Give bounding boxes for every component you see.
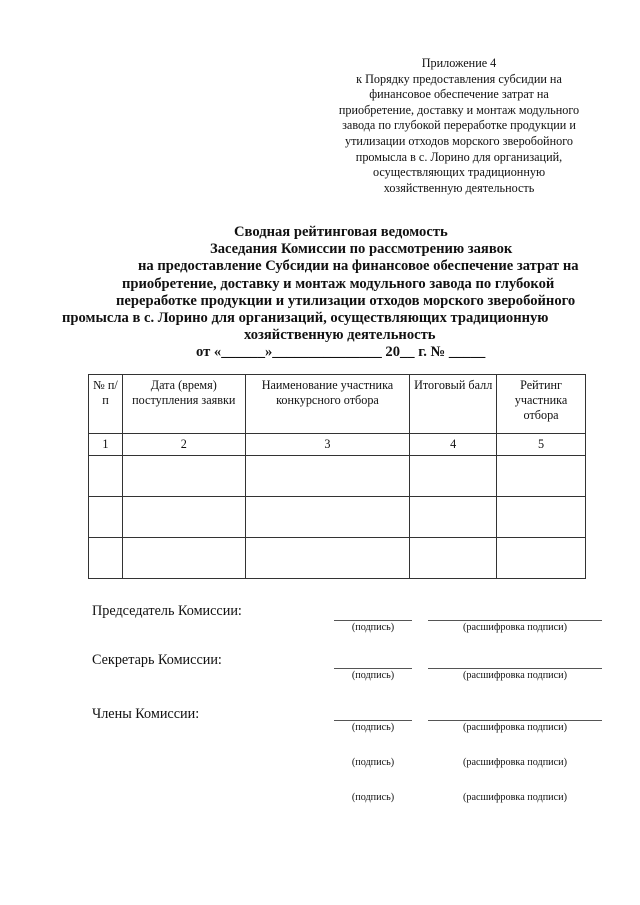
appendix-line: утилизации отходов морского зверобойного: [345, 133, 573, 148]
column-number: 5: [497, 434, 586, 456]
appendix-line: финансовое обеспечение затрат на: [369, 87, 549, 102]
table-cell: [497, 497, 586, 538]
appendix-line: к Порядку предоставления субсидии на: [356, 71, 562, 86]
table-cell: [122, 538, 245, 579]
secretary-signature-line: [334, 668, 412, 669]
table-row: [89, 456, 586, 497]
table-cell: [410, 497, 497, 538]
table-cell: [410, 456, 497, 497]
chairman-signature-caption: (подпись): [351, 622, 395, 633]
table-header-row: [89, 375, 586, 434]
table-cell: [122, 456, 245, 497]
table-cell: [245, 456, 410, 497]
header-rating: Рейтинг участника отбора: [497, 375, 586, 434]
secretary-decode-line: [428, 668, 602, 669]
table-cell: [245, 538, 410, 579]
rating-table: [88, 374, 586, 579]
title-line: Сводная рейтинговая ведомость: [234, 224, 448, 240]
header-date: Дата (время) поступления заявки: [122, 375, 245, 434]
table-row: [89, 538, 586, 579]
appendix-line: хозяйственную деятельность: [383, 180, 535, 195]
chairman-decode-caption: (расшифровка подписи): [463, 622, 567, 633]
appendix-line: осуществляющих традиционную: [372, 165, 546, 180]
header-participant: Наименование участника конкурсного отбора: [245, 375, 410, 434]
table-cell: [89, 538, 123, 579]
secretary-decode-caption: (расшифровка подписи): [463, 670, 567, 681]
member-decode-line: [428, 720, 602, 721]
document-title: [60, 224, 620, 362]
member-signature-caption: (подпись): [351, 722, 395, 733]
document-date-number: от «______»_______________ 20__ г. № _____: [196, 344, 486, 361]
table-cell: [497, 456, 586, 497]
table-cell: [245, 497, 410, 538]
table-cell: [122, 497, 245, 538]
title-line: Заседания Комиссии по рассмотрению заявок: [210, 241, 513, 258]
column-number: 2: [122, 434, 245, 456]
table-cell: [410, 538, 497, 579]
chairman-decode-line: [428, 620, 602, 621]
member-decode-caption: (расшифровка подписи): [463, 757, 567, 768]
appendix-note: [318, 56, 600, 196]
members-label: Члены Комиссии:: [92, 706, 200, 722]
chairman-signature-line: [334, 620, 412, 621]
secretary-label: Секретарь Комиссии:: [92, 652, 222, 668]
title-line: на предоставление Субсидии на финансовое обеспечение затрат на: [138, 258, 579, 275]
appendix-line: завода по глубокой переработке продукции и: [342, 118, 576, 133]
member-signature-caption: (подпись): [351, 757, 395, 768]
column-number: 1: [89, 434, 123, 456]
member-signature-line: [334, 720, 412, 721]
member-signature-caption: (подпись): [351, 792, 395, 803]
title-line: переработке продукции и утилизации отходов морского зверобойного: [116, 292, 576, 309]
title-line: промысла в с. Лорино для организаций, осуществляющих традиционную: [62, 310, 549, 327]
table-column-numbers-row: [89, 434, 586, 456]
secretary-signature-caption: (подпись): [351, 670, 395, 681]
title-line: хозяйственную деятельность: [244, 327, 436, 344]
table-row: [89, 497, 586, 538]
column-number: 3: [245, 434, 410, 456]
table-cell: [497, 538, 586, 579]
appendix-line: промысла в с. Лорино для организаций,: [355, 149, 563, 164]
title-line: приобретение, доставку и монтаж модульного завода по глубокой: [122, 275, 555, 292]
table-cell: [89, 456, 123, 497]
appendix-line: Приложение 4: [421, 56, 497, 70]
member-decode-caption: (расшифровка подписи): [463, 722, 567, 733]
column-number: 4: [410, 434, 497, 456]
member-decode-caption: (расшифровка подписи): [463, 792, 567, 803]
chairman-label: Председатель Комиссии:: [92, 603, 242, 619]
header-number: № п/п: [89, 375, 123, 434]
table-cell: [89, 497, 123, 538]
appendix-line: приобретение, доставку и монтаж модульного: [338, 102, 580, 117]
header-score: Итоговый балл: [410, 375, 497, 434]
